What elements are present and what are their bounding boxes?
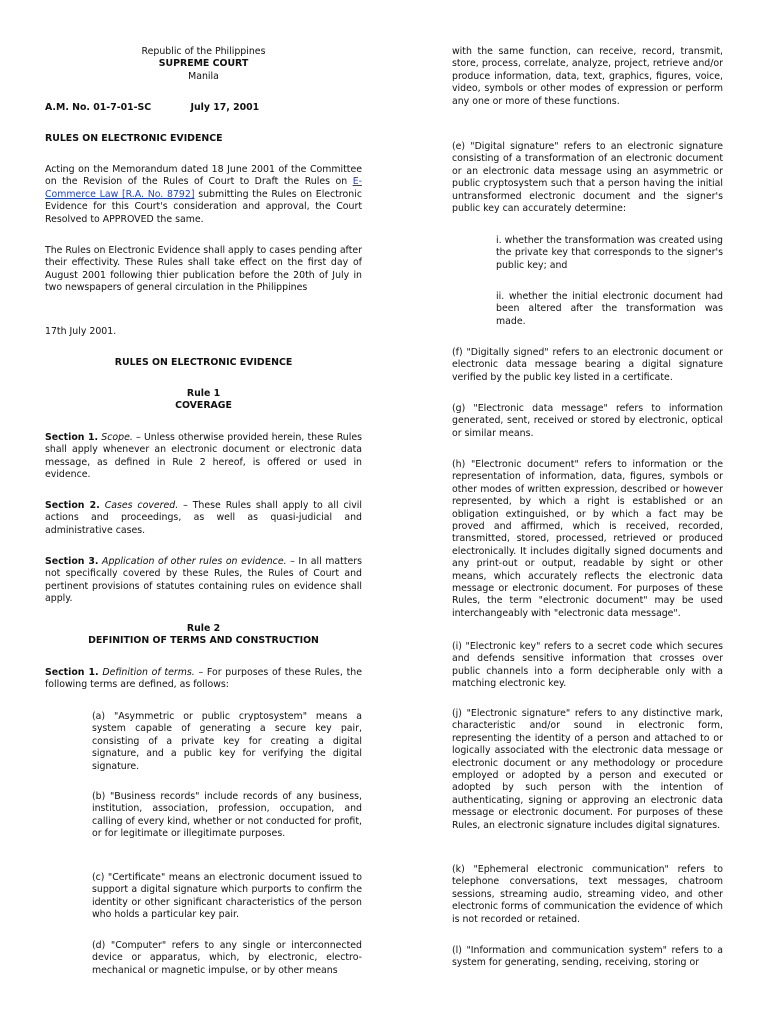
section-text: – In all matters not specifically covered by these Rules, the Rules of Court and pertinent provisions of statutes containing rules on evidence shall apply. bbox=[45, 556, 363, 605]
section-title: Cases covered. bbox=[104, 500, 179, 511]
intro-paragraph-2: The Rules on Electronic Evidence shall apply to cases pending after their effectivity. These Rules shall take effect on the first day of August 2001 following thier publication before the 20th of July in two newspapers of general circulation in the Philippines bbox=[45, 245, 362, 294]
rule-2-name: DEFINITION OF TERMS AND CONSTRUCTION bbox=[88, 635, 319, 646]
section-label: Section 1. bbox=[45, 667, 99, 678]
ecommerce-law-link[interactable]: E-Commerce Law [R.A. No. 8792] bbox=[45, 176, 362, 200]
definition-b: (b) "Business records" include records of any business, institution, association, profession, occupation, and calling of every kind, whether or not conducted for profit, or for legitimate or illegitimate purposes. bbox=[92, 791, 362, 840]
document-title: RULES ON ELECTRONIC EVIDENCE bbox=[45, 133, 223, 144]
intro-paragraph-1 bbox=[45, 164, 362, 226]
signed-date: 17th July 2001. bbox=[45, 326, 117, 337]
section-title: Scope. bbox=[101, 432, 133, 443]
definition-e-i: i. whether the transformation was created using the private key that corresponds to the signer's public key; and bbox=[496, 235, 723, 271]
case-date: July 17, 2001 bbox=[190, 102, 260, 113]
definition-i: (i) "Electronic key" refers to a secret code which secures and defends sensitive information that crosses over public channels into a form decipherable only with a matching electronic key. bbox=[452, 641, 723, 690]
section-text: – Unless otherwise provided herein, these Rules shall apply whenever an electronic document or electronic data message, as defined in Rule 2 hereof, is offered or used in evidence. bbox=[45, 432, 362, 481]
court-name: SUPREME COURT bbox=[158, 58, 249, 69]
section-title: Application of other rules on evidence. bbox=[102, 556, 287, 567]
definition-l: (l) "Information and communication system" refers to a system for generating, sending, receiving, storing or bbox=[452, 945, 723, 969]
definition-k: (k) "Ephemeral electronic communication" refers to telephone conversations, text messages, chatroom sessions, streaming audio, streaming video, and other electronic forms of communication the evidence of which is not recorded or retained. bbox=[452, 864, 723, 925]
intro-text: submitting the Rules on Electronic Evidence for this Court's consideration and approval, the Court Resolved to APPROVED the same. bbox=[45, 188, 362, 225]
section-text: – For purposes of these Rules, the following terms are defined, as follows: bbox=[45, 667, 362, 691]
rule-1-name: COVERAGE bbox=[175, 400, 232, 411]
definition-a: (a) "Asymmetric or public cryptosystem" means a system capable of generating a secure key pair, consisting of a private key for creating a digital signature, and a public key for verifying the digital signature. bbox=[92, 711, 362, 772]
am-number: A.M. No. 01-7-01-SC bbox=[45, 102, 152, 113]
definition-g: (g) "Electronic data message" refers to information generated, sent, received or stored by electronic, optical or similar means. bbox=[452, 403, 723, 439]
rules-title: RULES ON ELECTRONIC EVIDENCE bbox=[114, 357, 293, 368]
section-label: Section 1. bbox=[45, 432, 99, 443]
definition-e-ii: ii. whether the initial electronic document had been altered after the transformation was made. bbox=[496, 291, 723, 327]
rule-1-section-2 bbox=[45, 500, 362, 537]
definition-e: (e) "Digital signature" refers to an electronic signature consisting of a transformation of an electronic document or an electronic data message using an asymmetric or public cryptosystem such that a person having the initial untransformed electronic document and the signer's public key can accurately determine: bbox=[452, 141, 723, 215]
rule-1-section-3 bbox=[45, 556, 362, 606]
rule-1-section-1 bbox=[45, 432, 362, 482]
rule-2-number: Rule 2 bbox=[186, 623, 221, 634]
section-label: Section 3. bbox=[45, 556, 99, 567]
case-line bbox=[45, 102, 362, 114]
section-label: Section 2. bbox=[45, 500, 100, 511]
rule-2-section-1 bbox=[45, 667, 362, 692]
definition-h: (h) "Electronic document" refers to information or the representation of information, data, figures, symbols or other modes of written expression, described or however represented, by which a right is established or an obligation extinguished, or by which a fact may be proved and affirmed, which is received, recorded, transmitted, stored, processed, retrieved or produced electronically. It includes digitally signed documents and any print-out or output, readable by sight or other means, which accurately reflects the electronic data message or electronic document. For purposes of these Rules, the term "electronic document" may be used interchangeably with "electronic data message". bbox=[452, 459, 723, 619]
definition-j: (j) "Electronic signature" refers to any distinctive mark, characteristic and/or sound in electronic form, representing the identity of a person and attached to or logically associated with the electronic data message or electronic document or any methodology or procedure employed or adopted by a person and executed or adopted by such person with the intention of authenticating, signing or approving an electronic data message or electronic document. For purposes of these Rules, an electronic signature includes digital signatures. bbox=[452, 708, 723, 831]
definition-c: (c) "Certificate" means an electronic document issued to support a digital signature which purports to confirm the identity or other significant characteristics of the person who holds a particular key pair. bbox=[92, 872, 362, 921]
section-title: Definition of terms. bbox=[102, 667, 195, 678]
rule-1-number: Rule 1 bbox=[186, 388, 221, 399]
definition-d-continued: with the same function, can receive, record, transmit, store, process, correlate, analyze, project, retrieve and/or produce information, data, text, graphics, figures, voice, video, symbols or other modes of expression or perform any one or more of these functions. bbox=[452, 46, 723, 107]
section-text: – These Rules shall apply to all civil actions and proceedings, as well as quasi-judicial and administrative cases. bbox=[45, 500, 363, 536]
intro-text: Acting on the Memorandum dated 18 June 2001 of the Committee on the Revision of the Rules of Court to Draft the Rules on bbox=[45, 164, 362, 188]
definition-d: (d) "Computer" refers to any single or interconnected device or apparatus, which, by electronic, electro-mechanical or magnetic impulse, or by other means bbox=[92, 940, 362, 976]
republic-line: Republic of the Philippines bbox=[141, 46, 266, 57]
definition-f: (f) "Digitally signed" refers to an electronic document or electronic data message bearing a digital signature verified by the public key listed in a certificate. bbox=[452, 347, 723, 383]
city-line: Manila bbox=[188, 71, 219, 82]
